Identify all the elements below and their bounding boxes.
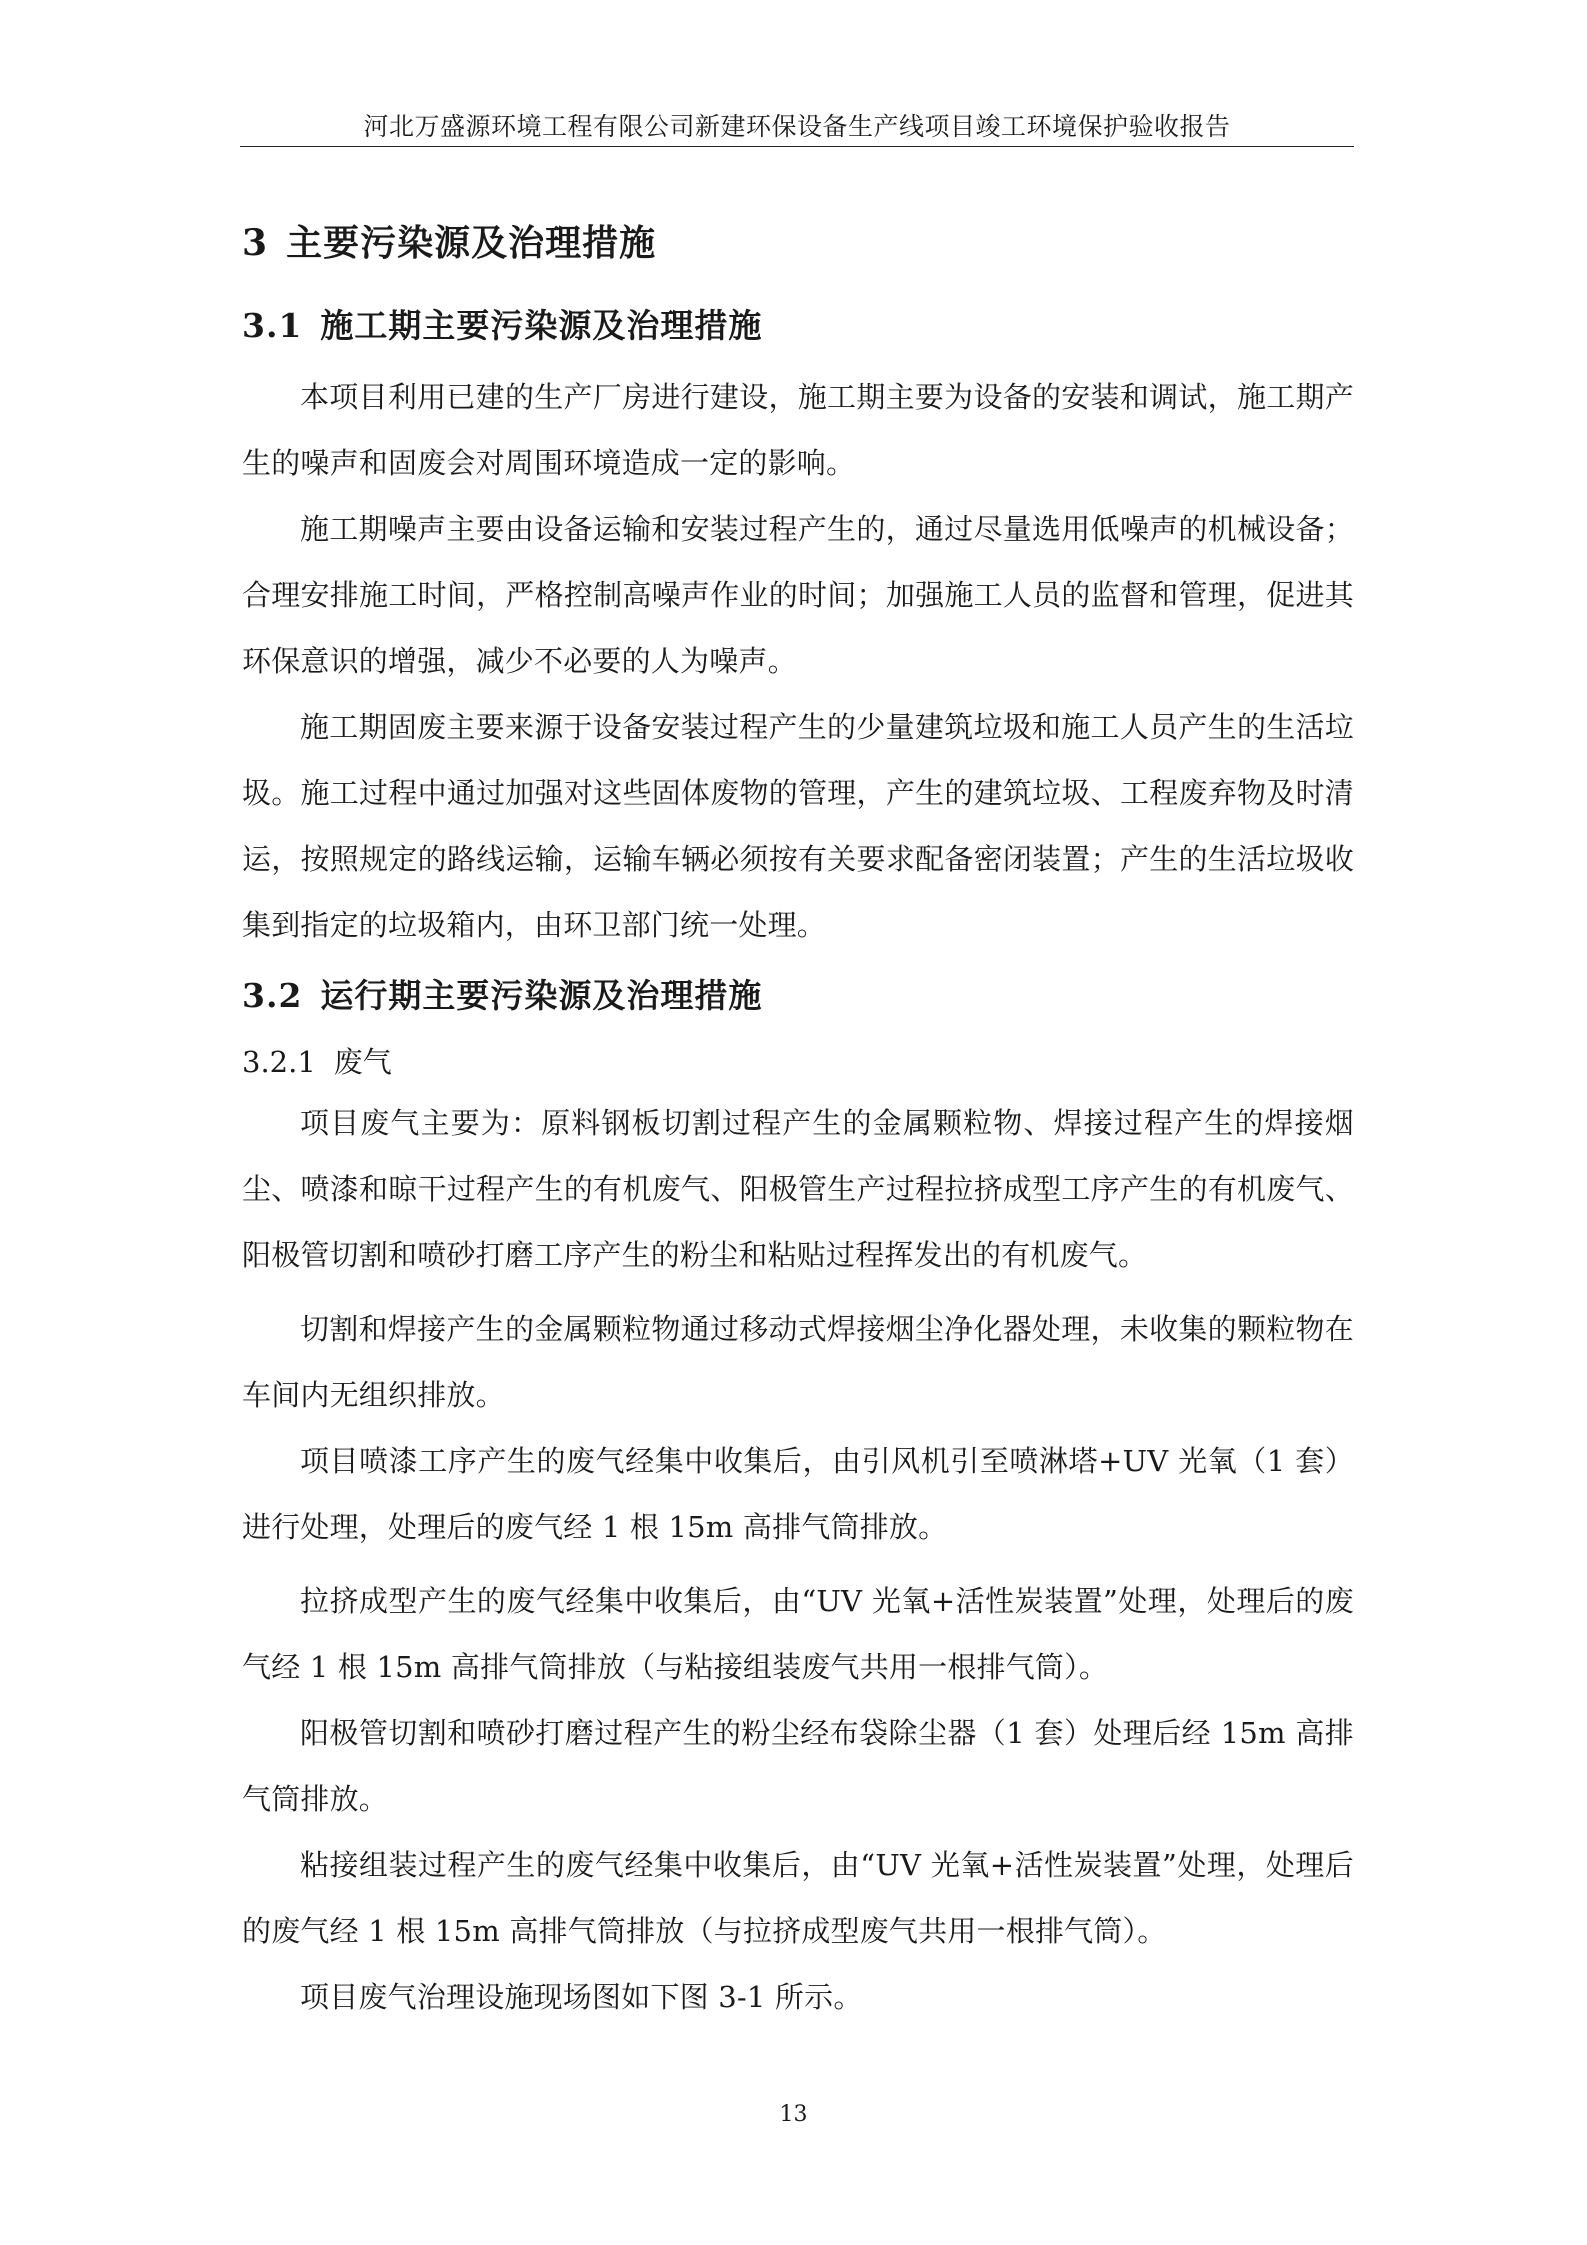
paragraph: 本项目利用已建的生产厂房进行建设，施工期主要为设备的安装和调试，施工期产生的噪声和固废会对周围环境造成一定的影响。 [242,380,1354,480]
section-3-1-number: 3.1 [242,306,303,345]
paragraph: 拉挤成型产生的废气经集中收集后，由“UV 光氧+活性炭装置”处理，处理后的废气经 1 根 15m 高排气筒排放（与粘接组装废气共用一根排气筒）。 [242,1584,1354,1684]
paragraph: 阳极管切割和喷砂打磨过程产生的粉尘经布袋除尘器（1 套）处理后经 15m 高排气筒排放。 [242,1716,1354,1816]
paragraph: 切割和焊接产生的金属颗粒物通过移动式焊接烟尘净化器处理，未收集的颗粒物在车间内无组织排放。 [242,1312,1354,1412]
section-3-number: 3 [242,222,269,264]
paragraph: 项目喷漆工序产生的废气经集中收集后，由引风机引至喷淋塔+UV 光氧（1 套）进行处理，处理后的废气经 1 根 15m 高排气筒排放。 [242,1444,1354,1544]
section-3-2-1-title: 废气 [333,1045,392,1079]
section-3-2-heading [242,966,1354,1026]
section-3-1-title: 施工期主要污染源及治理措施 [320,306,763,345]
section-3-1-heading [242,296,1354,356]
paragraph: 粘接组装过程产生的废气经集中收集后，由“UV 光氧+活性炭装置”处理，处理后的废气经 1 根 15m 高排气筒排放（与拉挤成型废气共用一根排气筒）。 [242,1848,1354,1948]
header-divider [240,146,1354,147]
section-3-2-1-heading [242,1034,1354,1090]
page-body [242,200,1354,2030]
section-3-2-number: 3.2 [242,976,303,1015]
section-3-title: 主要污染源及治理措施 [286,222,657,264]
paragraph: 项目废气主要为：原料钢板切割过程产生的金属颗粒物、焊接过程产生的焊接烟尘、喷漆和晾干过程产生的有机废气、阳极管生产过程拉挤成型工序产生的有机废气、阳极管切割和喷砂打磨工序产生的粉尘和粘贴过程挥发出的有机废气。 [242,1106,1354,1272]
paragraph: 项目废气治理设施现场图如下图 3-1 所示。 [300,1980,863,2014]
section-3-2-1-number: 3.2.1 [242,1045,316,1079]
section-3-2-title: 运行期主要污染源及治理措施 [320,976,763,1015]
page-number: 13 [779,2102,808,2127]
running-header: 河北万盛源环境工程有限公司新建环保设备生产线项目竣工环境保护验收报告 [363,112,1231,141]
paragraph: 施工期固废主要来源于设备安装过程产生的少量建筑垃圾和施工人员产生的生活垃圾。施工过程中通过加强对这些固体废物的管理，产生的建筑垃圾、工程废弃物及时清运，按照规定的路线运输，运输车辆必须按有关要求配备密闭装置；产生的生活垃圾收集到指定的垃圾箱内，由环卫部门统一处理。 [242,710,1354,942]
section-3-heading [242,208,1354,278]
paragraph: 施工期噪声主要由设备运输和安装过程产生的，通过尽量选用低噪声的机械设备；合理安排施工时间，严格控制高噪声作业的时间；加强施工人员的监督和管理，促进其环保意识的增强，减少不必要的人为噪声。 [242,512,1354,678]
